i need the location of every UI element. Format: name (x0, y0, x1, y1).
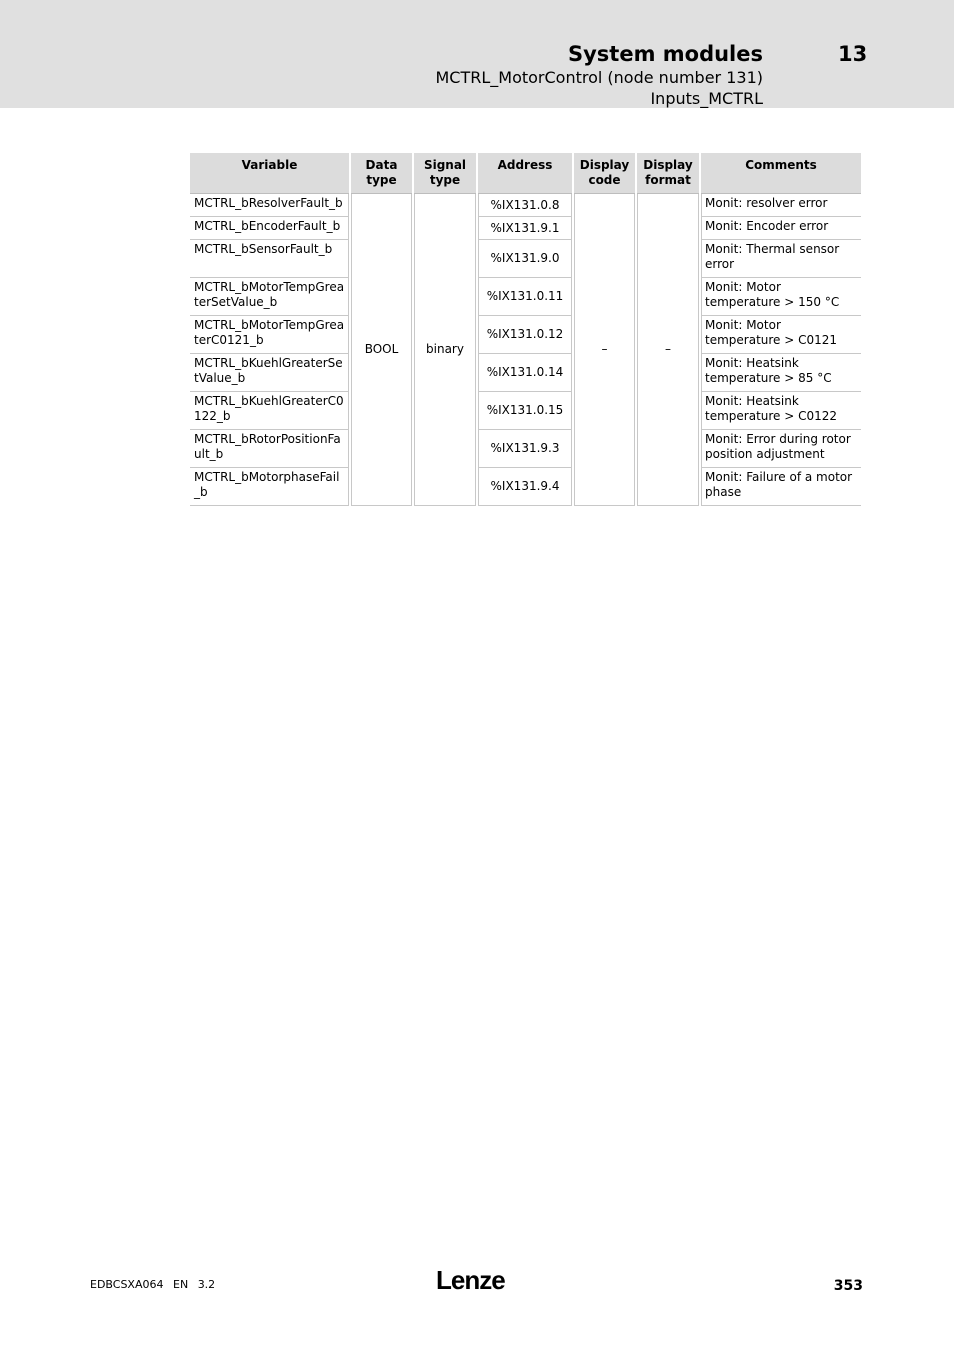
table-row (190, 240, 861, 278)
table-row (190, 430, 861, 468)
table-row (190, 278, 861, 316)
comment-cell: Monit: Heatsink temperature > C0122 (701, 392, 861, 430)
column-header-comments: Comments (701, 153, 861, 194)
variable-cell: MCTRL_bMotorTempGreaterC0121_b (190, 316, 349, 354)
address-cell: %IX131.9.3 (478, 430, 572, 468)
table-row (190, 316, 861, 354)
doc-version: 3.2 (197, 1278, 216, 1291)
column-header-signal-type: Signal type (414, 153, 476, 194)
table-header-row (190, 153, 861, 194)
signal-type-cell: binary (414, 194, 476, 506)
address-cell: %IX131.9.0 (478, 240, 572, 278)
address-cell: %IX131.0.8 (478, 194, 572, 217)
address-cell: %IX131.0.12 (478, 316, 572, 354)
variable-cell: MCTRL_bEncoderFault_b (190, 217, 349, 240)
doc-id: EDBCSXA064 (90, 1278, 164, 1291)
footer-document-id (90, 1278, 221, 1292)
address-cell: %IX131.0.14 (478, 354, 572, 392)
table-row (190, 194, 861, 217)
column-header-address: Address (478, 153, 572, 194)
header-band (0, 0, 954, 108)
comment-cell: Monit: Encoder error (701, 217, 861, 240)
display-format-cell: – (637, 194, 699, 506)
comment-cell: Monit: Motor temperature > 150 °C (701, 278, 861, 316)
comment-cell: Monit: resolver error (701, 194, 861, 217)
address-cell: %IX131.0.11 (478, 278, 572, 316)
variable-cell: MCTRL_bRotorPositionFault_b (190, 430, 349, 468)
variable-cell: MCTRL_bSensorFault_b (190, 240, 349, 278)
comment-cell: Monit: Thermal sensor error (701, 240, 861, 278)
column-header-display-code: Display code (574, 153, 635, 194)
address-cell: %IX131.9.1 (478, 217, 572, 240)
inputs-variable-table (188, 153, 863, 506)
table-row (190, 392, 861, 430)
comment-cell: Monit: Heatsink temperature > 85 °C (701, 354, 861, 392)
address-cell: %IX131.0.15 (478, 392, 572, 430)
comment-cell: Monit: Motor temperature > C0121 (701, 316, 861, 354)
section-subtitle-sub: Inputs_MCTRL (650, 89, 763, 108)
table-row (190, 468, 861, 506)
page-number: 353 (833, 1278, 863, 1294)
column-header-data-type: Data type (351, 153, 412, 194)
table-row (190, 354, 861, 392)
comment-cell: Monit: Error during rotor position adjustment (701, 430, 861, 468)
doc-language: EN (173, 1278, 189, 1291)
column-header-variable: Variable (190, 153, 349, 194)
display-code-cell: – (574, 194, 635, 506)
table-row (190, 217, 861, 240)
chapter-title: System modules (567, 42, 763, 66)
comment-cell: Monit: Failure of a motor phase (701, 468, 861, 506)
column-header-display-format: Display format (637, 153, 699, 194)
address-cell: %IX131.9.4 (478, 468, 572, 506)
variable-cell: MCTRL_bMotorphaseFail_b (190, 468, 349, 506)
variable-cell: MCTRL_bResolverFault_b (190, 194, 349, 217)
data-type-cell: BOOL (351, 194, 412, 506)
section-subtitle: MCTRL_MotorControl (node number 131) (435, 68, 763, 87)
chapter-number: 13 (838, 42, 868, 66)
variable-cell: MCTRL_bKuehlGreaterC0122_b (190, 392, 349, 430)
variable-cell: MCTRL_bKuehlGreaterSetValue_b (190, 354, 349, 392)
variable-cell: MCTRL_bMotorTempGreaterSetValue_b (190, 278, 349, 316)
lenze-logo: Lenze (436, 1265, 505, 1295)
